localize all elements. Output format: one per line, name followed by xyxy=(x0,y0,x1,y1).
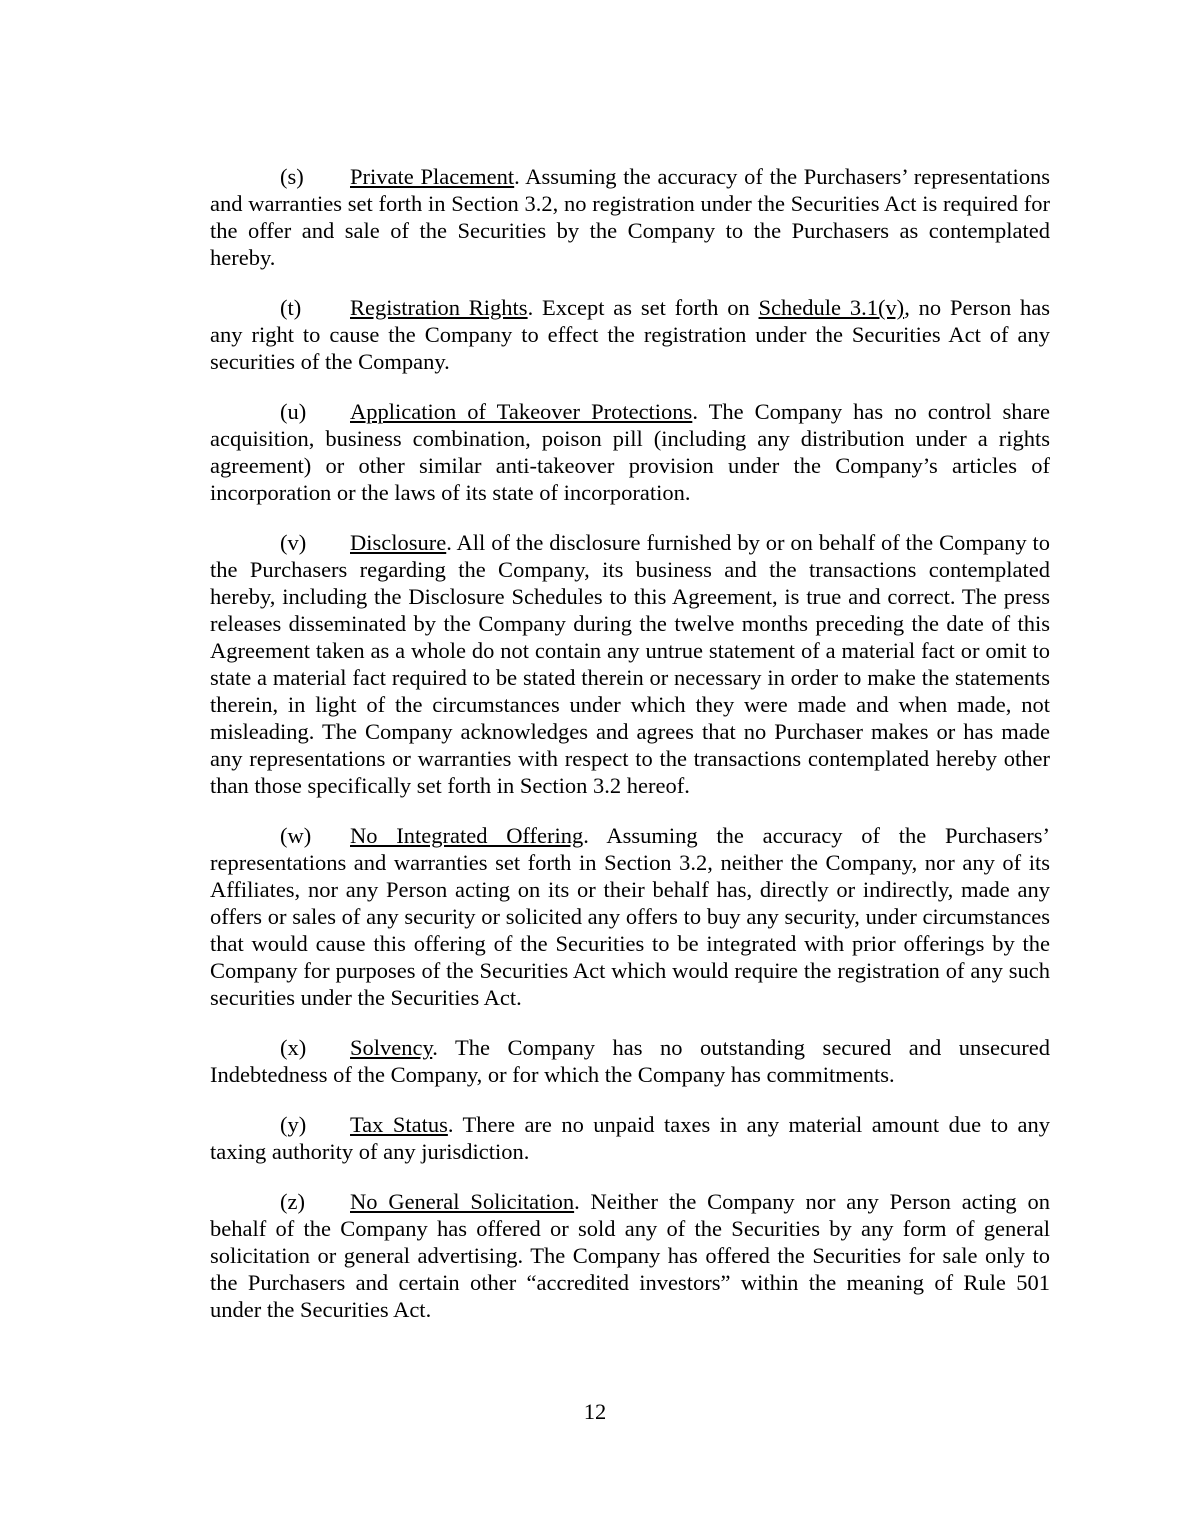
paragraph-y-tax-status xyxy=(210,1111,1050,1165)
paragraph-w-no-integrated-offering xyxy=(210,822,1050,1011)
paragraph-x-heading: Solvency xyxy=(350,1035,433,1060)
paragraph-u-label: (u) xyxy=(280,399,307,424)
paragraph-t-registration-rights xyxy=(210,294,1050,375)
paragraph-s-body: . Assuming the accuracy of the Purchasers’ representations and warranties set forth in Section 3.2, no registration under the Securities Act is required for the offer and sale of the Securities by the Company to the Purchasers as contemplated hereby. xyxy=(210,164,1050,270)
paragraph-w-label: (w) xyxy=(280,823,312,848)
paragraph-s-heading: Private Placement xyxy=(350,164,515,189)
paragraph-t-label: (t) xyxy=(280,295,302,320)
paragraph-s-private-placement xyxy=(210,163,1050,271)
document-body xyxy=(210,163,1050,1323)
paragraph-s-label: (s) xyxy=(280,164,304,189)
paragraph-x-body: . The Company has no outstanding secured and unsecured Indebtedness of the Company, or for which the Company has commitments. xyxy=(210,1035,1050,1087)
paragraph-z-body: . Neither the Company nor any Person acting on behalf of the Company has offered or sold any of the Securities by any form of general solicitation or general advertising. The Company has offered the Securities for sale only to the Purchasers and certain other “accredited investors” within the meaning of Rule 501 under the Securities Act. xyxy=(210,1189,1051,1322)
paragraph-u-heading: Application of Takeover Protections xyxy=(350,399,693,424)
paragraph-v-body: . All of the disclosure furnished by or on behalf of the Company to the Purchasers regarding the Company, its business and the transactions contemplated hereby, including the Disclosure Schedules to this Agreement, is true and correct. The press releases disseminated by the Company during the twelve months preceding the date of this Agreement taken as a whole do not contain any untrue statement of a material fact or omit to state a material fact required to be stated therein or necessary in order to make the statements therein, in light of the circumstances under which they were made and when made, not misleading. The Company acknowledges and agrees that no Purchaser makes or has made any representations or warranties with respect to the transactions contemplated hereby other than those specifically set forth in Section 3.2 hereof. xyxy=(210,530,1050,798)
paragraph-t-body-before-link: . Except as set forth on xyxy=(527,295,759,320)
paragraph-u-body: . The Company has no control share acquisition, business combination, poison pill (including any distribution under a rights agreement) or other similar anti-takeover provision under the Company’s articles of incorporation or the laws of its state of incorporation. xyxy=(210,399,1050,505)
paragraph-w-heading: No Integrated Offering xyxy=(350,823,584,848)
page-number: 12 xyxy=(583,1399,607,1424)
paragraph-t-heading: Registration Rights xyxy=(350,295,528,320)
paragraph-y-label: (y) xyxy=(280,1112,307,1137)
paragraph-u-application-of-takeover-protections xyxy=(210,398,1050,506)
paragraph-v-disclosure xyxy=(210,529,1050,799)
paragraph-y-body: . There are no unpaid taxes in any material amount due to any taxing authority of any jurisdiction. xyxy=(210,1112,1050,1164)
paragraph-x-label: (x) xyxy=(280,1035,307,1060)
paragraph-x-solvency xyxy=(210,1034,1050,1088)
paragraph-z-no-general-solicitation xyxy=(210,1188,1050,1323)
paragraph-v-label: (v) xyxy=(280,530,307,555)
paragraph-w-body: . Assuming the accuracy of the Purchasers’ representations and warranties set forth in Section 3.2, neither the Company, nor any of its Affiliates, nor any Person acting on its or their behalf has, directly or indirectly, made any offers or sales of any security or solicited any offers to buy any security, under circumstances that would cause this offering of the Securities to be integrated with prior offerings by the Company for purposes of the Securities Act which would require the registration of any such securities under the Securities Act. xyxy=(210,823,1050,1010)
paragraph-t-schedule-reference: Schedule 3.1(v) xyxy=(758,295,905,320)
paragraph-z-label: (z) xyxy=(280,1189,305,1214)
paragraph-z-heading: No General Solicitation xyxy=(350,1189,575,1214)
paragraph-v-heading: Disclosure xyxy=(350,530,447,555)
paragraph-t-body-after-link: , no Person has any right to cause the Company to effect the registration under the Securities Act of any securities of the Company. xyxy=(210,295,1050,374)
paragraph-y-heading: Tax Status xyxy=(350,1112,448,1137)
